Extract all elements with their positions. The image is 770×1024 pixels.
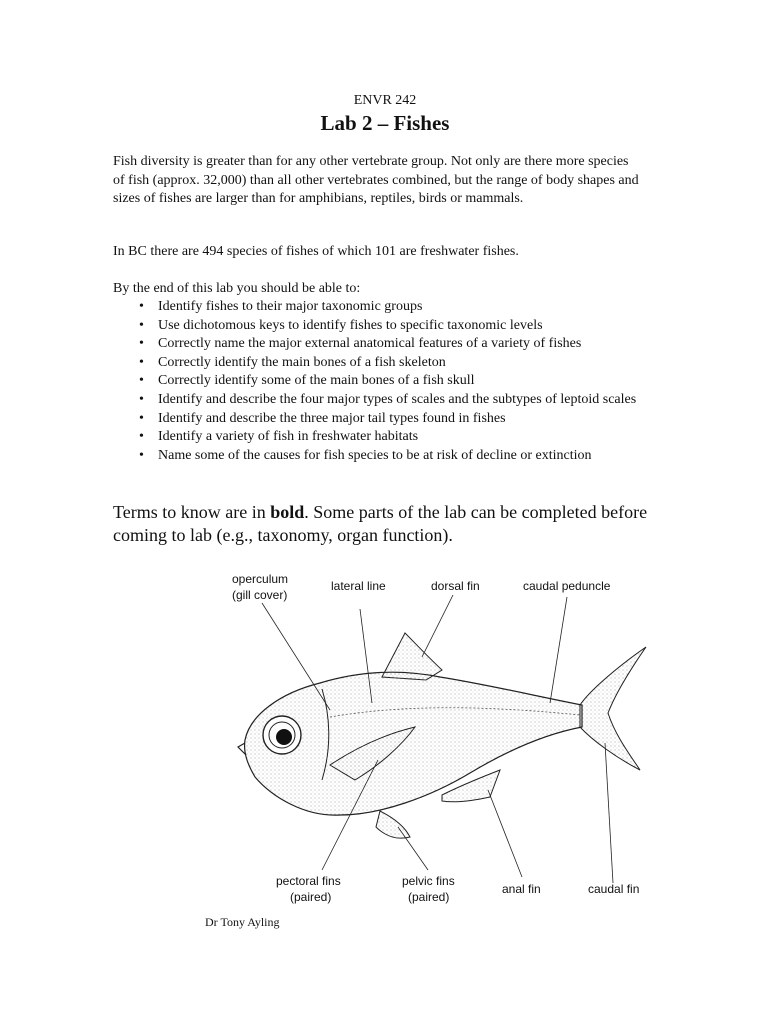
bullet-icon: • [139,391,144,407]
objective-item: • Correctly name the major external anatomical features of a variety of fishes [113,335,643,354]
pelvic-paired-label: (paired) [408,890,450,904]
fish-anatomy-diagram [210,565,650,915]
objective-item: • Name some of the causes for fish species to be at risk of decline or extinction [113,447,643,466]
pectoral-paired-label: (paired) [290,890,332,904]
eye-pupil [276,729,292,745]
bold-term: bold [270,502,305,522]
operculum-label: operculum [232,572,289,586]
bullet-icon: • [139,429,144,445]
objective-item: • Identify a variety of fish in freshwater habitats [113,428,643,447]
dorsal-fin-label: dorsal fin [431,579,480,593]
caudal-fin-label: caudal fin [588,882,640,896]
bullet-icon: • [139,373,144,389]
bc-species-paragraph: In BC there are 494 species of fishes of which 101 are freshwater fishes. [113,244,519,259]
anal-fin-label: anal fin [502,882,541,896]
objective-item: • Identify and describe the three major tail types found in fishes [113,410,643,429]
objective-item: • Identify fishes to their major taxonomic groups [113,298,643,317]
objective-item: • Correctly identify some of the main bones of a fish skull [113,372,643,391]
pectoral-fins-label: pectoral fins [276,874,341,888]
pelvic-fin-shape [376,811,410,838]
objectives-list [113,298,643,465]
bullet-icon: • [139,410,144,426]
intro-paragraph: Fish diversity is greater than for any other vertebrate group. Not only are there more species of fish (approx. 32,000) than all other vertebrates combined, but the range of body shapes and sizes of fishes are larger than for amphibians, reptiles, birds or mammals. [113,154,639,206]
objective-item: • Correctly identify the main bones of a fish skeleton [113,354,643,373]
objective-item: • Identify and describe the four major types of scales and the subtypes of leptoid scales [113,391,643,410]
author-credit: Dr Tony Ayling [205,915,280,929]
lateral-line-label: lateral line [331,579,386,593]
bullet-icon: • [139,299,144,314]
bullet-icon: • [139,447,144,463]
course-code: ENVR 242 [353,93,417,108]
bullet-icon: • [139,354,144,370]
terms-note: Terms to know are in bold. Some parts of the lab can be completed before coming to lab (e.g., taxonomy, organ function). [113,502,648,545]
bullet-icon: • [139,336,144,352]
page-title: Lab 2 – Fishes [320,111,450,135]
objective-item: • Use dichotomous keys to identify fishes to specific taxonomic levels [113,317,643,336]
objectives-intro: By the end of this lab you should be able to: [113,281,361,296]
pelvic-fins-label: pelvic fins [402,874,455,888]
caudal-fin-shape [580,647,646,770]
gill-cover-label: (gill cover) [232,588,288,602]
bullet-icon: • [139,317,144,333]
caudal-peduncle-label: caudal peduncle [523,579,611,593]
